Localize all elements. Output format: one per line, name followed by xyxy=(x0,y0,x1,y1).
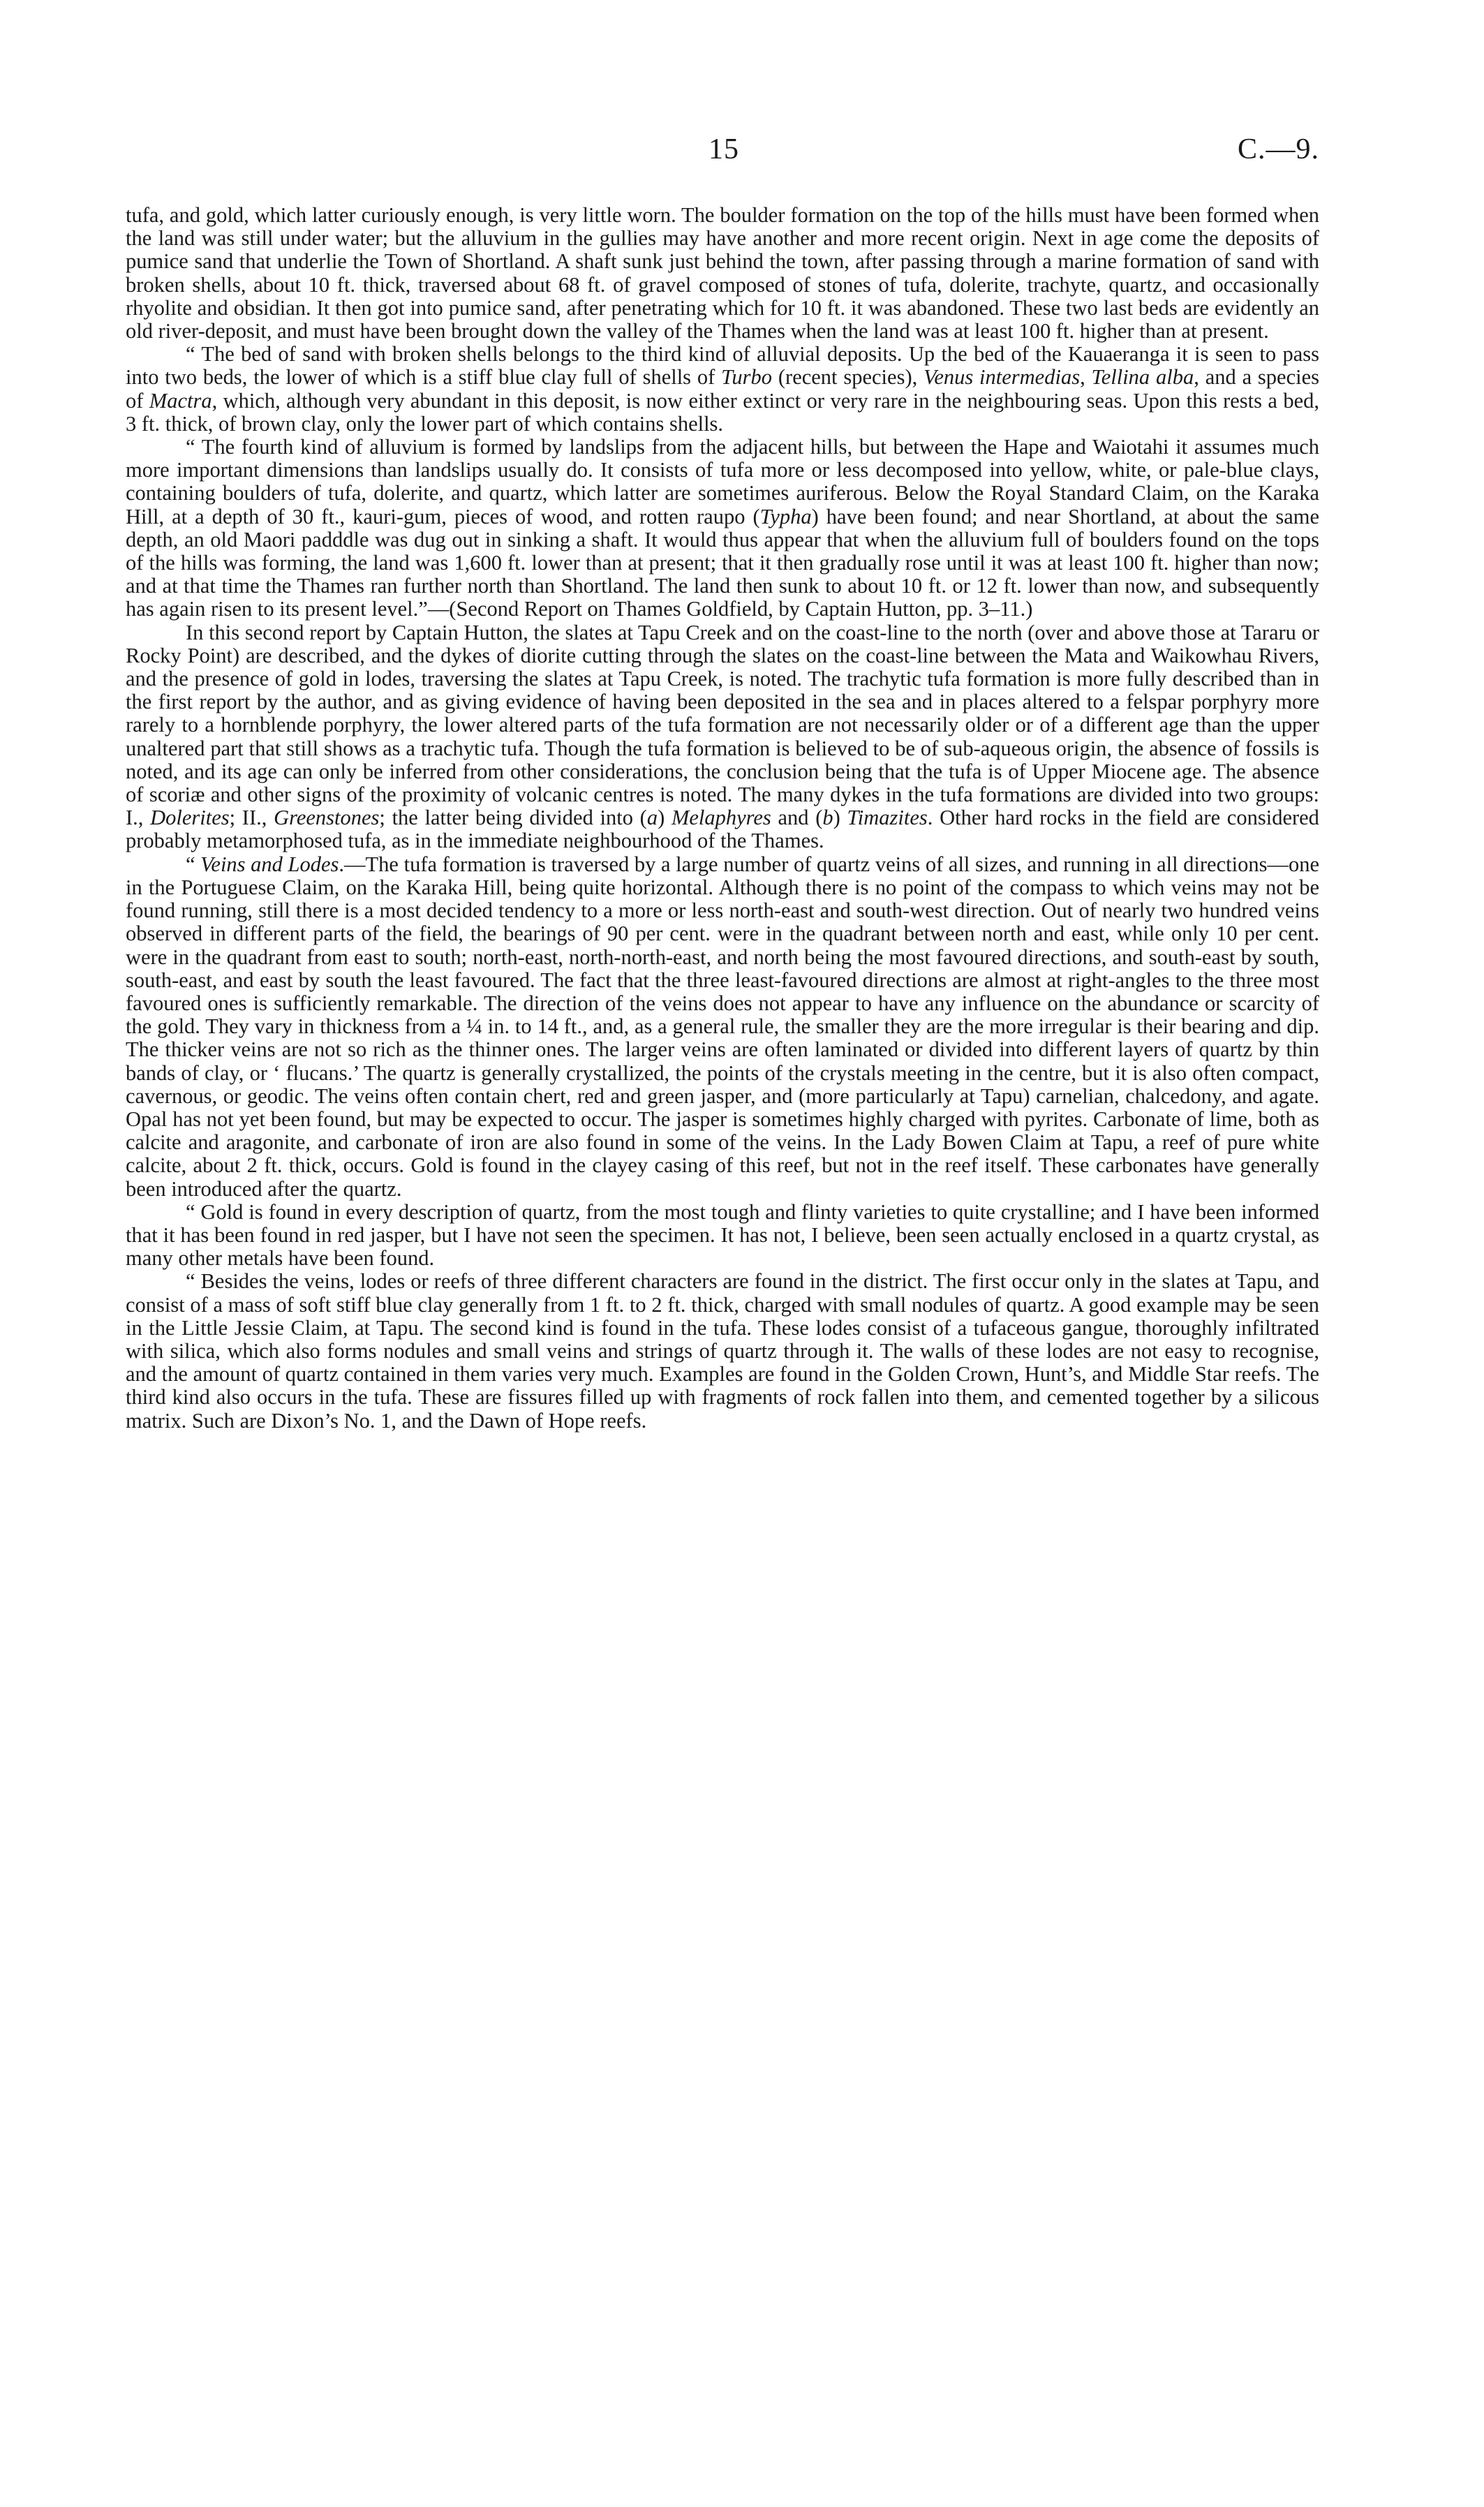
page-number: 15 xyxy=(708,133,739,165)
italic-text: Turbo xyxy=(721,365,773,390)
text-run: ) have been found; and near Shortland, at about the same depth, an old Maori padddle was dug out in sinking a shaft. It would thus appear that when the alluvium full of boulders found on the tops of the hills was forming, the land was 1,600 ft. lower than at present; that it then gradually rose until it was at least 100 ft. higher than now; and at that time the Thames ran further north than Shortland. The land then sunk to about 10 ft. or 12 ft. lower than now, and subsequently has again risen to its present level.”—(Second Report on Thames Goldfield, by Captain Hutton, pp. 3–11.) xyxy=(126,504,1319,621)
text-run: “ Gold is found in every description of quartz, from the most tough and flinty varieties to quite crystalline; and I have been informed that it has been found in red jasper, but I have not seen the specimen. It has not, I believe, been seen actually enclosed in a quartz crystal, as many other metals have been found. xyxy=(126,1199,1319,1271)
document-code: C.—9. xyxy=(1237,133,1319,165)
text-run: .—The tufa formation is traversed by a large number of quartz veins of all sizes, and running in all directions—one in the Portuguese Claim, on the Karaka Hill, being quite horizontal. Although there is no point of the compass to which veins may not be found running, still there is a most decided tendency to a more or less north-east and south-west direction. Out of nearly two hundred veins observed in different parts of the field, the bearings of 90 per cent. were in the quadrant between north and east, while only 10 per cent. were in the quadrant from east to south; north-east, north-north-east, and north being the most favoured directions, and south-east by south, south-east, and east by south the least favoured. The fact that the three least-favoured directions are almost at right-angles to the three most favoured ones is sufficiently remarkable. The direction of the veins does not appear to have any influence on the abundance or scarcity of the gold. They vary in thickness from a ¼ in. to 14 ft., and, as a general rule, the smaller they are the more irregular is their bearing and dip. The thicker veins are not so rich as the thinner ones. The larger veins are often laminated or divided into different layers of quartz by thin bands of clay, or ‘ flucans.’ The quartz is generally crystallized, the points of the crystals meeting in the centre, but it is also often compact, cavernous, or geodic. The veins often contain chert, red and green jasper, and (more particularly at Tapu) carnelian, chalcedony, and agate. Opal has not yet been found, but may be expected to occur. The jasper is sometimes highly charged with pyrites. Carbonate of lime, both as calcite and aragonite, and carbonate of iron are also found in some of the veins. In the Lady Bowen Claim at Tapu, a reef of pure white calcite, about 2 ft. thick, occurs. Gold is found in the clayey casing of this reef, but not in the reef itself. These carbonates have generally been introduced after the quartz. xyxy=(126,852,1319,1201)
italic-text: Tellina alba xyxy=(1091,365,1194,390)
italic-text: a xyxy=(646,806,658,830)
body-text xyxy=(126,204,1319,1433)
text-run: , which, although very abundant in this deposit, is now either extinct or very rare in the neighbouring seas. Upon this rests a bed, 3 ft. thick, of brown clay, only the lower part of which contains shells. xyxy=(126,388,1319,436)
text-run: In this second report by Captain Hutton, the slates at Tapu Creek and on the coast-line to the north (over and above those at Tararu or Rocky Point) are described, and the dykes of diorite cutting through the slates on the coast-line between the Mata and Waikowhau Rivers, and the presence of gold in lodes, traversing the slates at Tapu Creek, is noted. The trachytic tufa formation is more fully described than in the first report by the author, and as giving evidence of having been deposited in the sea and in places altered to a felspar porphyry more rarely to a hornblende porphyry, the lower altered parts of the tufa formation are not necessarily older or of a different age than the upper unaltered part that still shows as a trachytic tufa. Though the tufa formation is believed to be of sub-aqueous origin, the absence of fossils is noted, and its age can only be inferred from other considerations, the conclusion being that the tufa is of Upper Miocene age. The absence of scoriæ and other signs of the proximity of volcanic centres is noted. The many dykes in the tufa formations are divided into two groups: I., xyxy=(126,620,1319,830)
paragraph xyxy=(126,1270,1319,1432)
text-run: , xyxy=(1080,365,1092,390)
paragraph xyxy=(126,853,1319,1201)
paragraph xyxy=(126,1201,1319,1271)
italic-text: Venus intermedias xyxy=(923,365,1081,390)
text-run: “ The fourth kind of alluvium is formed by landslips from the adjacent hills, but between the Hape and Waiotahi it assumes much more important dimensions than landslips usually do. It consists of tufa more or less decomposed into yellow, white, or pale-blue clays, containing boulders of tufa, dolerite, and quartz, which latter are sometimes auriferous. Below the Royal Standard Claim, on the Karaka Hill, at a depth of 30 ft., kauri-gum, pieces of wood, and rotten raupo ( xyxy=(126,435,1319,528)
text-run: “ The bed of sand with broken shells belongs to the third kind of alluvial deposits. Up the bed of the Kauaeranga it is seen to pass into two beds, the lower of which is a stiff blue clay full of shells of xyxy=(126,342,1319,390)
text-run: “ xyxy=(186,852,201,876)
text-run: (recent species), xyxy=(772,365,924,390)
text-run: tufa, and gold, which latter curiously enough, is very little worn. The boulder formation on the top of the hills must have been formed when the land was still under water; but the alluvium in the gullies may have another and more recent origin. Next in age come the deposits of pumice sand that underlie the Town of Shortland. A shaft sunk just behind the town, after passing through a marine formation of sand with broken shells, about 10 ft. thick, traversed about 68 ft. of gravel composed of stones of tufa, dolerite, trachyte, quartz, and occasionally rhyolite and obsidian. It then got into pumice sand, after penetrating which for 10 ft. it was abandoned. These two last beds are evidently an old river-deposit, and must have been brought down the valley of the Thames when the land was at least 100 ft. higher than at present. xyxy=(126,203,1319,343)
paragraph xyxy=(126,621,1319,853)
text-run: , and a species of xyxy=(126,365,1320,413)
italic-text: Dolerites xyxy=(150,806,230,830)
paragraph xyxy=(126,436,1319,621)
italic-text: Greenstones xyxy=(274,806,380,830)
text-run: . Other hard rocks in the field are considered probably metamorphosed tufa, as in the immediate neighbourhood of the Thames. xyxy=(126,806,1319,853)
page-header xyxy=(0,133,1484,175)
text-run: ; II., xyxy=(229,806,274,830)
text-run: ; the latter being divided into ( xyxy=(379,806,647,830)
text-run: “ Besides the veins, lodes or reefs of three different characters are found in the district. The first occur only in the slates at Tapu, and consist of a mass of soft stiff blue clay generally from 1 ft. to 2 ft. thick, charged with small nodules of quartz. A good example may be seen in the Little Jessie Claim, at Tapu. The second kind is found in the tufa. These lodes consist of a tufaceous gangue, thoroughly infiltrated with silica, which also forms nodules and small veins and strings of quartz through it. The walls of these lodes are not easy to recognise, and the amount of quartz contained in them varies very much. Examples are found in the Golden Crown, Hunt’s, and Middle Star reefs. The third kind also occurs in the tufa. These are fissures filled up with fragments of rock fallen into them, and cemented together by a silicous matrix. Such are Dixon’s No. 1, and the Dawn of Hope reefs. xyxy=(126,1269,1319,1433)
italic-text: Veins and Lodes xyxy=(200,852,339,876)
italic-text: Typha xyxy=(759,504,812,528)
italic-text: b xyxy=(822,806,833,830)
italic-text: Mactra xyxy=(149,388,212,413)
italic-text: Melaphyres xyxy=(671,806,771,830)
paragraph xyxy=(126,204,1319,343)
text-run: ) xyxy=(658,806,671,830)
paragraph xyxy=(126,343,1319,436)
text-run: ) xyxy=(833,806,847,830)
text-run: and ( xyxy=(771,806,823,830)
italic-text: Timazites xyxy=(847,806,928,830)
